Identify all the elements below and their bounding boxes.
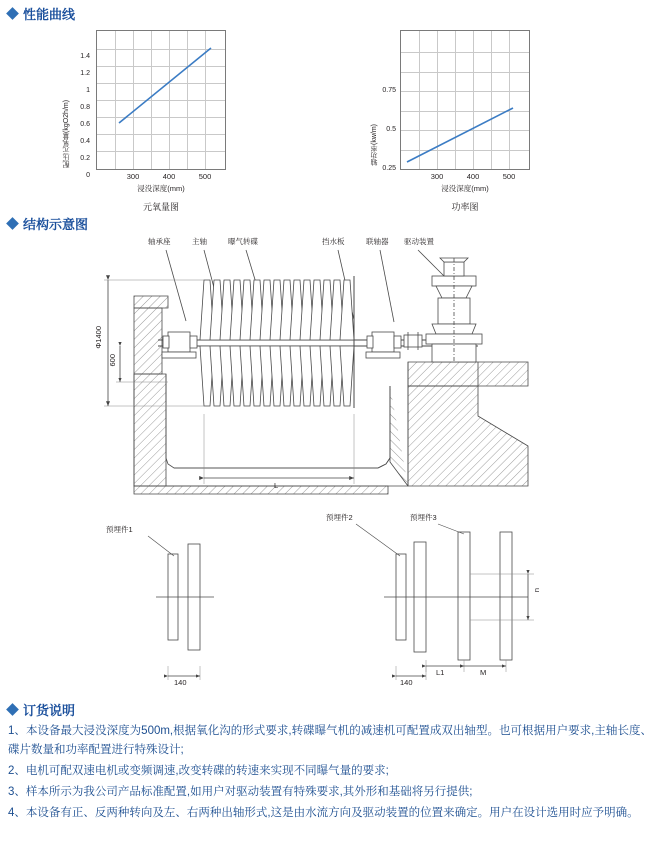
order-note-1: 1、本设备最大浸没深度为500m,根据氧化沟的形式要求,转碟曝气机的减速机可配置成双出轴型。也可根据用户要求,主轴长度、碟片数量和功率配置进行特殊设计; (8, 725, 652, 756)
callout-bearing-seat: 轴承座 (148, 237, 171, 246)
dim-140-left: 140 (174, 678, 187, 687)
diamond-bullet-icon (6, 7, 19, 20)
label-embedded-plate-2: 预埋件2 (326, 513, 353, 522)
chart-oxygen-caption: 元氧量图 (142, 202, 179, 212)
chart-power-ylabel: 轴功率(kw/m) (371, 124, 378, 166)
section-title-order (8, 700, 75, 719)
section-title-structure (8, 214, 88, 233)
callout-coupling: 联轴器 (366, 237, 389, 246)
chart-oxygen-ylabel: 配压元氧量(kgO2h/m) (63, 99, 70, 168)
order-notes (8, 722, 652, 825)
chart-oxygen-ytick-0.8: 0.8 (80, 104, 90, 111)
label-embedded-plate-1: 预埋件1 (106, 525, 133, 534)
order-note-2: 2、电机可配双速电机或变频调速,改变转碟的转速来实现不同曝气量的要求; (8, 765, 389, 777)
dim-n: n (532, 588, 541, 593)
chart-oxygen-xlabel: 浸没深度(mm) (137, 184, 185, 193)
callout-main-shaft: 主轴 (192, 237, 207, 246)
section-title-order-label: 订货说明 (23, 703, 76, 718)
chart-power-caption: 功率图 (451, 202, 479, 212)
chart-oxygen-xtick-300: 300 (126, 172, 140, 181)
chart-oxygen-ytick-0.4: 0.4 (80, 138, 90, 145)
order-note-4: 4、本设备有正、反两种转向及左、右两种出轴形式,这是由水流方向及驱动装置的位置来确定。用户在设计选用时应予明确。 (8, 807, 639, 819)
chart-oxygen (63, 30, 226, 212)
chart-oxygen-xtick-400: 400 (162, 172, 176, 181)
chart-power-xtick-400: 400 (466, 172, 480, 181)
callout-drive-unit: 驱动装置 (404, 237, 434, 246)
chart-power-ytick-0.75: 0.75 (382, 87, 396, 94)
chart-power-ytick-0.25: 0.25 (382, 165, 396, 172)
chart-oxygen-ytick-1: 1 (86, 87, 90, 94)
chart-power-xlabel: 浸没深度(mm) (441, 184, 489, 193)
chart-power-line (401, 31, 531, 171)
callout-aeration-disc: 曝气转碟 (228, 237, 258, 246)
chart-power-ytick-0.5: 0.5 (386, 126, 396, 133)
chart-oxygen-xtick-500: 500 (198, 172, 212, 181)
callout-baffle: 挡水板 (322, 237, 345, 246)
dim-span-L: L (274, 481, 279, 490)
diamond-bullet-icon (6, 703, 19, 716)
chart-oxygen-line (97, 31, 227, 171)
section-title-performance-label: 性能曲线 (23, 7, 76, 22)
chart-oxygen-ytick-1.4: 1.4 (80, 53, 90, 60)
section-title-structure-label: 结构示意图 (23, 217, 89, 232)
dim-140-right: 140 (400, 678, 413, 687)
section-title-performance (8, 4, 75, 23)
chart-oxygen-ytick-1.2: 1.2 (80, 70, 90, 77)
label-embedded-plate-3: 预埋件3 (410, 513, 437, 522)
dim-height-600: 600 (108, 354, 117, 367)
chart-power-xtick-500: 500 (502, 172, 516, 181)
order-note-3: 3、样本所示为我公司产品标准配置,如用户对驱动装置有特殊要求,其外形和基础将另行提供; (8, 786, 473, 798)
dim-L1: L1 (436, 668, 445, 677)
structure-drawing (8, 236, 652, 696)
structure-drawing-svg (8, 236, 652, 696)
chart-oxygen-ytick-0.2: 0.2 (80, 155, 90, 162)
chart-oxygen-ytick-0: 0 (86, 172, 90, 179)
chart-oxygen-plot (96, 30, 226, 170)
chart-oxygen-ytick-0.6: 0.6 (80, 121, 90, 128)
dim-diameter: Φ1400 (94, 326, 103, 349)
dim-M: M (480, 668, 487, 677)
diamond-bullet-icon (6, 217, 19, 230)
chart-power (371, 30, 530, 212)
chart-power-plot (400, 30, 530, 170)
chart-power-xtick-300: 300 (430, 172, 444, 181)
